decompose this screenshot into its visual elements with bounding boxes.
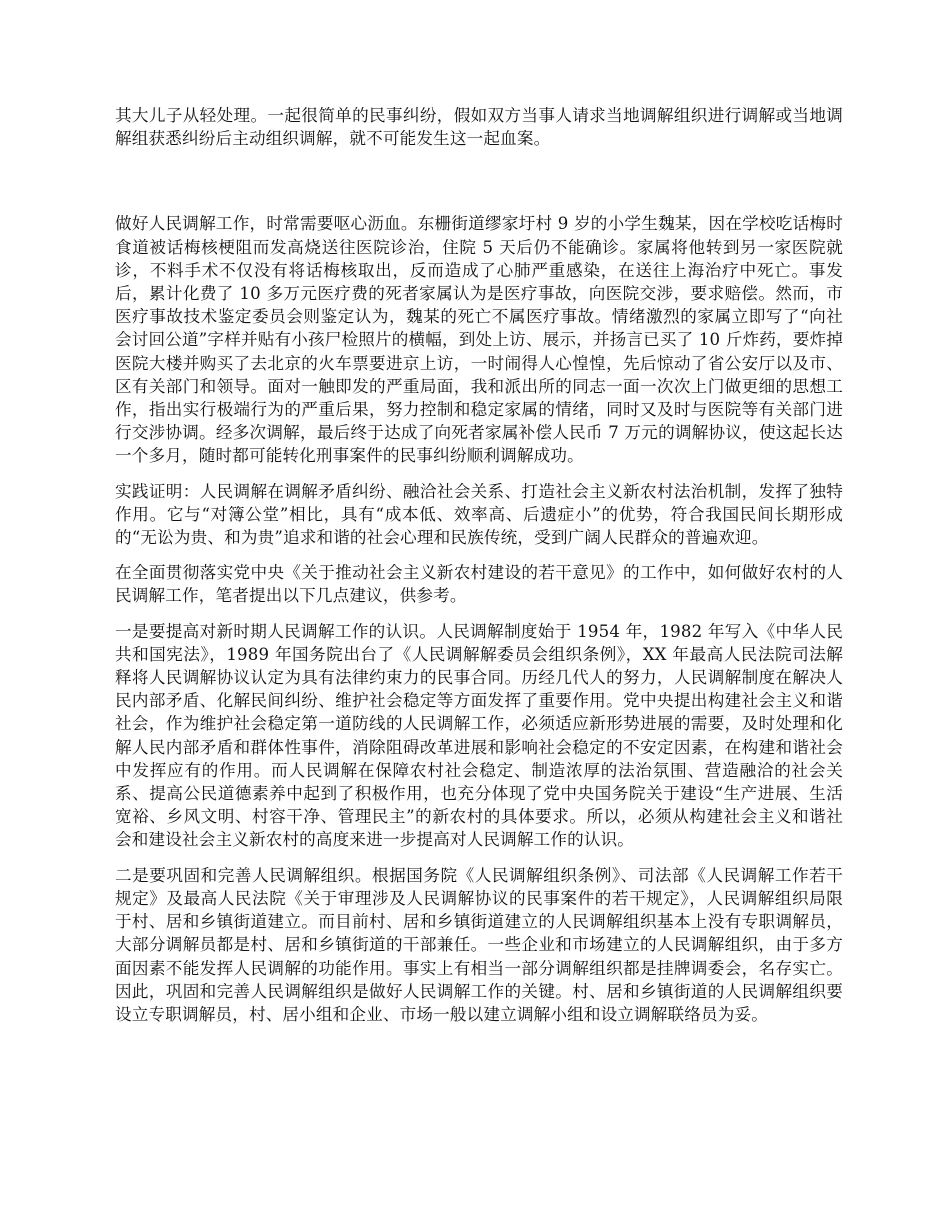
paragraph: 做好人民调解工作，时常需要呕心沥血。东栅街道缪家圩村 9 岁的小学生魏某，因在学校吃话梅时食道被话梅核梗阻而发高烧送往医院诊治，住院 5 天后仍不能确诊。家属将他转到另一家医院就诊，不料手术不仅没有将话梅核取出，反而造成了心肺严重感染，在送往上海治疗中死亡。事发后，累计化费了 10 多万元医疗费的死者家属认为是医疗事故，向医院交涉，要求赔偿。然而，市医疗事故技术鉴定委员会则鉴定认为，魏某的死亡不属医疗事故。情绪激烈的家属立即写了“向社会讨回公道”字样并贴有小孩尸检照片的横幅，到处上访、展示，并扬言已买了 10 斤炸药，要炸掉医院大楼并购买了去北京的火车票要进京上访，一时闹得人心惶惶，先后惊动了省公安厅以及市、区有关部门和领导。面对一触即发的严重局面，我和派出所的同志一面一次次上门做更细的思想工作，指出实行极端行为的严重后果，努力控制和稳定家属的情绪，同时又及时与医院等有关部门进行交涉协调。经多次调解，最后终于达成了向死者家属补偿人民币 7 万元的调解协议，使这起长达一个多月，随时都可能转化刑事案件的民事纠纷顺利调解成功。 <box>115 214 843 466</box>
document-body <box>115 104 843 1038</box>
paragraph: 实践证明：人民调解在调解矛盾纠纷、融洽社会关系、打造社会主义新农村法治机制，发挥了独特作用。它与“对簿公堂”相比，具有“成本低、效率高、后遗症小”的优势，符合我国民间长期形成的“无讼为贵、和为贵”追求和谐的社会心理和民族传统，受到广阔人民群众的普遍欢迎。 <box>115 481 843 548</box>
paragraph: 在全面贯彻落实党中央《关于推动社会主义新农村建设的若干意见》的工作中，如何做好农村的人民调解工作，笔者提出以下几点建议，供参考。 <box>115 563 843 606</box>
paragraph: 二是要巩固和完善人民调解组织。根据国务院《人民调解组织条例》、司法部《人民调解工作若干规定》及最高人民法院《关于审理涉及人民调解协议的民事案件的若干规定》，人民调解组织局限于村、居和乡镇街道建立。而目前村、居和乡镇街道建立的人民调解组织基本上没有专职调解员，大部分调解员都是村、居和乡镇街道的干部兼任。一些企业和市场建立的人民调解组织，由于多方面因素不能发挥人民调解的功能作用。事实上有相当一部分调解组织都是挂牌调委会，名存实亡。因此，巩固和完善人民调解组织是做好人民调解工作的关键。村、居和乡镇街道的人民调解组织要设立专职调解员，村、居小组和企业、市场一般以建立调解小组和设立调解联络员为妥。 <box>115 865 843 1024</box>
paragraph: 其大儿子从轻处理。一起很简单的民事纠纷，假如双方当事人请求当地调解组织进行调解或当地调解组获悉纠纷后主动组织调解，就不可能发生这一起血案。 <box>115 106 843 149</box>
paragraph-gap <box>115 150 843 212</box>
paragraph: 一是要提高对新时期人民调解工作的认识。人民调解制度始于 1954 年，1982 年写入《中华人民共和国宪法》，1989 年国务院出台了《人民调解解委员会组织条例》，XX 年最高人民法院司法解释将人民调解协议认定为具有法律约束力的民事合同。历经几代人的努力，人民调解制度在解决人民内部矛盾、化解民间纠纷、维护社会稳定等方面发挥了重要作用。党中央提出构建社会主义和谐社会，作为维护社会稳定第一道防线的人民调解工作，必须适应新形势进展的需要，及时处理和化解人民内部矛盾和群体性事件，消除阻碍改革进展和影响社会稳定的不安定因素，在构建和谐社会中发挥应有的作用。而人民调解在保障农村社会稳定、制造浓厚的法治氛围、营造融洽的社会关系、提高公民道德素养中起到了积极作用，也充分体现了党中央国务院关于建设“生产进展、生活宽裕、乡风文明、村容干净、管理民主”的新农村的具体要求。所以，必须从构建社会主义和谐社会和建设社会主义新农村的高度来进一步提高对人民调解工作的认识。 <box>115 621 843 850</box>
